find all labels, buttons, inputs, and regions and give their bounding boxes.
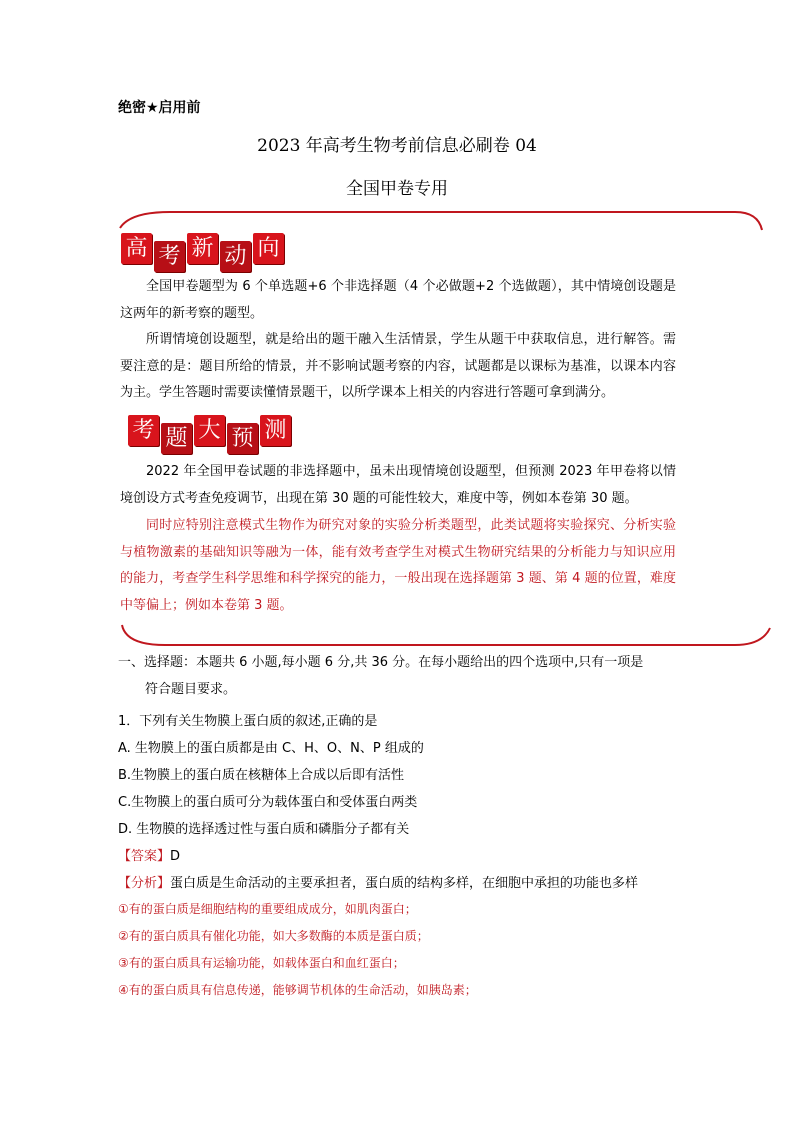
question-stem: 1．下列有关生物膜上蛋白质的叙述,正确的是 (118, 714, 378, 729)
section2-paragraph2: 同时应特别注意模式生物作为研究对象的实验分析类题型，此类试题将实验探究、分析实验与植物激素的基础知识等融为一体，能有效考查学生对模式生物研究结果的分析能力与知识应用的能力，考查学生科学思维和科学探究的能力，一般出现在选择题第 3 题、第 4 题的位置，难度中等偏上；例如本卷第 3 题。 (120, 518, 676, 613)
section-heading-line2: 符合题目要求。 (145, 682, 237, 697)
banner-char: 新 (187, 233, 218, 264)
option-c: C.生物膜上的蛋白质可分为载体蛋白和受体蛋白两类 (118, 795, 418, 810)
banner-char: 考 (128, 415, 159, 446)
section-heading-line1: 一、选择题：本题共 6 小题,每小题 6 分,共 36 分。在每小题给出的四个选项中,只有一项是 (118, 655, 644, 670)
option-d: D. 生物膜的选择透过性与蛋白质和磷脂分子都有关 (118, 822, 410, 837)
page-subtitle: 全国甲卷专用 (346, 179, 448, 199)
banner-char: 考 (154, 241, 185, 272)
analysis-line (118, 872, 638, 891)
confidential-mark: 绝密★启用前 (118, 100, 201, 116)
section-heading (118, 649, 678, 703)
analysis-point: ③有的蛋白质具有运输功能，如载体蛋白和血红蛋白； (118, 956, 405, 970)
analysis-point: ④有的蛋白质具有信息传递，能够调节机体的生命活动，如胰岛素； (118, 983, 477, 997)
banner-char: 动 (220, 241, 251, 272)
banner-char: 高 (121, 233, 152, 264)
analysis-label: 【分析】 (118, 876, 171, 891)
answer-line (118, 845, 180, 864)
option-a: A. 生物膜上的蛋白质都是由 C、H、O、N、P 组成的 (118, 741, 424, 756)
option-b: B.生物膜上的蛋白质在核糖体上合成以后即有活性 (118, 768, 405, 783)
banner-char: 向 (253, 233, 284, 264)
analysis-point: ①有的蛋白质是细胞结构的重要组成成分，如肌肉蛋白； (118, 902, 417, 916)
banner-char: 大 (194, 415, 225, 446)
banner-char: 测 (260, 415, 291, 446)
page-title: 2023 年高考生物考前信息必刷卷 04 (257, 136, 537, 156)
answer-label: 【答案】 (118, 849, 171, 864)
banner-char: 预 (227, 423, 258, 454)
analysis-point: ②有的蛋白质具有催化功能，如大多数酶的本质是蛋白质； (118, 929, 429, 943)
section1-paragraph2: 所谓情境创设题型，就是给出的题干融入生活情景，学生从题干中获取信息，进行解答。需要注意的是：题目所给的情景，并不影响试题考察的内容，试题都是以课标为基准，以课本内容为主。学生答题时需要读懂情景题干，以所学课本上相关的内容进行答题可拿到满分。 (120, 332, 676, 400)
banner-new-trend (121, 233, 284, 272)
banner-forecast (128, 415, 291, 454)
banner-char: 题 (161, 423, 192, 454)
answer-value: D (170, 849, 181, 864)
section2-paragraph1: 2022 年全国甲卷试题的非选择题中，虽未出现情境创设题型，但预测 2023 年甲卷将以情境创设方式考查免疫调节，出现在第 30 题的可能性较大，难度中等，例如本卷第 30 题。 (120, 464, 676, 506)
analysis-text: 蛋白质是生命活动的主要承担者，蛋白质的结构多样，在细胞中承担的功能也多样 (170, 876, 639, 891)
section1-paragraph1: 全国甲卷题型为 6 个单选题+6 个非选择题（4 个必做题+2 个选做题），其中情境创设题是这两年的新考察的题型。 (120, 279, 676, 321)
